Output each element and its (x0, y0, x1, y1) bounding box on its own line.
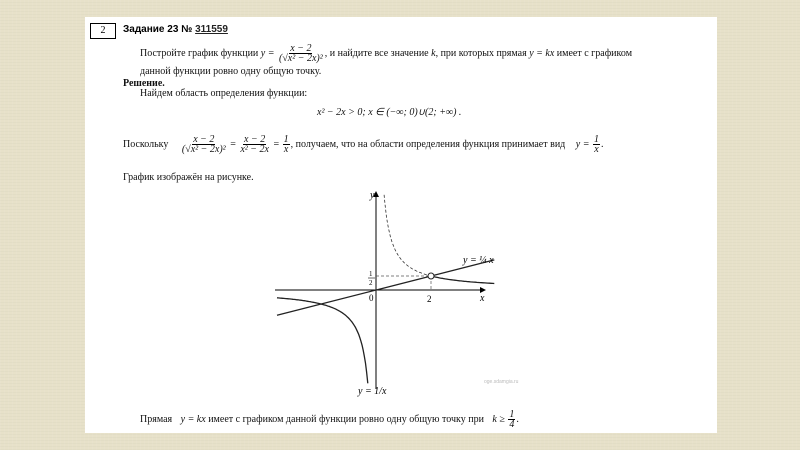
since-frac-3-num: 1 (283, 134, 289, 145)
y-tick-half-den: 2 (369, 279, 373, 287)
final-cond: k ≥ (492, 413, 505, 425)
x-axis-label: x (480, 293, 485, 304)
since-frac-2-num: x − 2 (244, 134, 266, 145)
task-title: Задание 23 № (123, 24, 193, 35)
final-dot: . (516, 413, 519, 425)
excluded-point (428, 273, 434, 279)
hyperbola-left-branch (277, 298, 368, 384)
since-frac-4-den: x (594, 144, 599, 155)
solution-heading: Решение. (123, 78, 165, 89)
final-rest: имеет с графиком данной функции ровно одну общую точку при (208, 413, 484, 425)
statement-k: k (431, 47, 436, 59)
hyperbola-excluded-branch (384, 195, 431, 276)
since-frac-1-den: (√x² − 2x)² (181, 144, 226, 155)
since-frac-3-den: x (283, 144, 289, 155)
graph-caption: График изображён на рисунке. (123, 172, 254, 183)
final-word: Прямая (140, 413, 173, 425)
since-frac-1-num: x − 2 (193, 134, 215, 145)
statement-part1: Постройте график функции (140, 47, 259, 59)
final-frac-den: 4 (509, 419, 515, 430)
since-frac-4-num: 1 (593, 134, 599, 145)
since-rest: , получаем, что на области определения функция принимает вид (290, 138, 566, 150)
final-frac (508, 410, 515, 429)
statement-part2: , и найдите все значение (324, 47, 429, 59)
final-line (140, 410, 519, 429)
final-frac-num: 1 (509, 409, 515, 420)
y-axis-label: y (370, 190, 375, 201)
since-y-eq: y = (575, 138, 590, 150)
since-frac-2-den: x² − 2x (240, 144, 269, 155)
task-sheet (85, 17, 717, 433)
y-tick-half-num: 1 (369, 270, 373, 278)
statement-frac-den: (√x² − 2x)² (278, 53, 323, 64)
statement-line-2: данной функции ровно одну общую точку. (140, 66, 322, 77)
x-tick-2-label: 2 (427, 294, 432, 304)
line-y-quarter-x (277, 260, 494, 315)
statement-y-eq: y = (260, 47, 275, 59)
domain-text: Найдем область определения функции: (140, 88, 308, 99)
hyperbola-label: y = 1/x (358, 386, 387, 397)
line-label: y = ¼ x (463, 255, 494, 266)
task-number-box: 2 (90, 23, 116, 39)
task-id-link[interactable]: 311559 (195, 24, 228, 35)
watermark: oge.sdamgia.ru (484, 379, 519, 385)
statement-line-eq: y = kx (529, 47, 555, 59)
since-dot: . (600, 138, 604, 150)
function-graph (85, 17, 717, 433)
final-line-eq: y = kx (180, 413, 206, 425)
statement-part3: , при которых прямая (435, 47, 527, 59)
eq-sign-1: = (230, 138, 236, 150)
eq-sign-2: = (273, 138, 280, 150)
since-word: Поскольку (123, 138, 169, 150)
hyperbola-right-branch (431, 276, 494, 284)
origin-label: 0 (369, 293, 374, 303)
statement-frac-num: x − 2 (290, 43, 312, 54)
domain-formula: x² − 2x > 0; x ∈ (−∞; 0)∪(2; +∞) . (317, 107, 462, 118)
statement-part4: имеет с графиком (556, 47, 633, 59)
